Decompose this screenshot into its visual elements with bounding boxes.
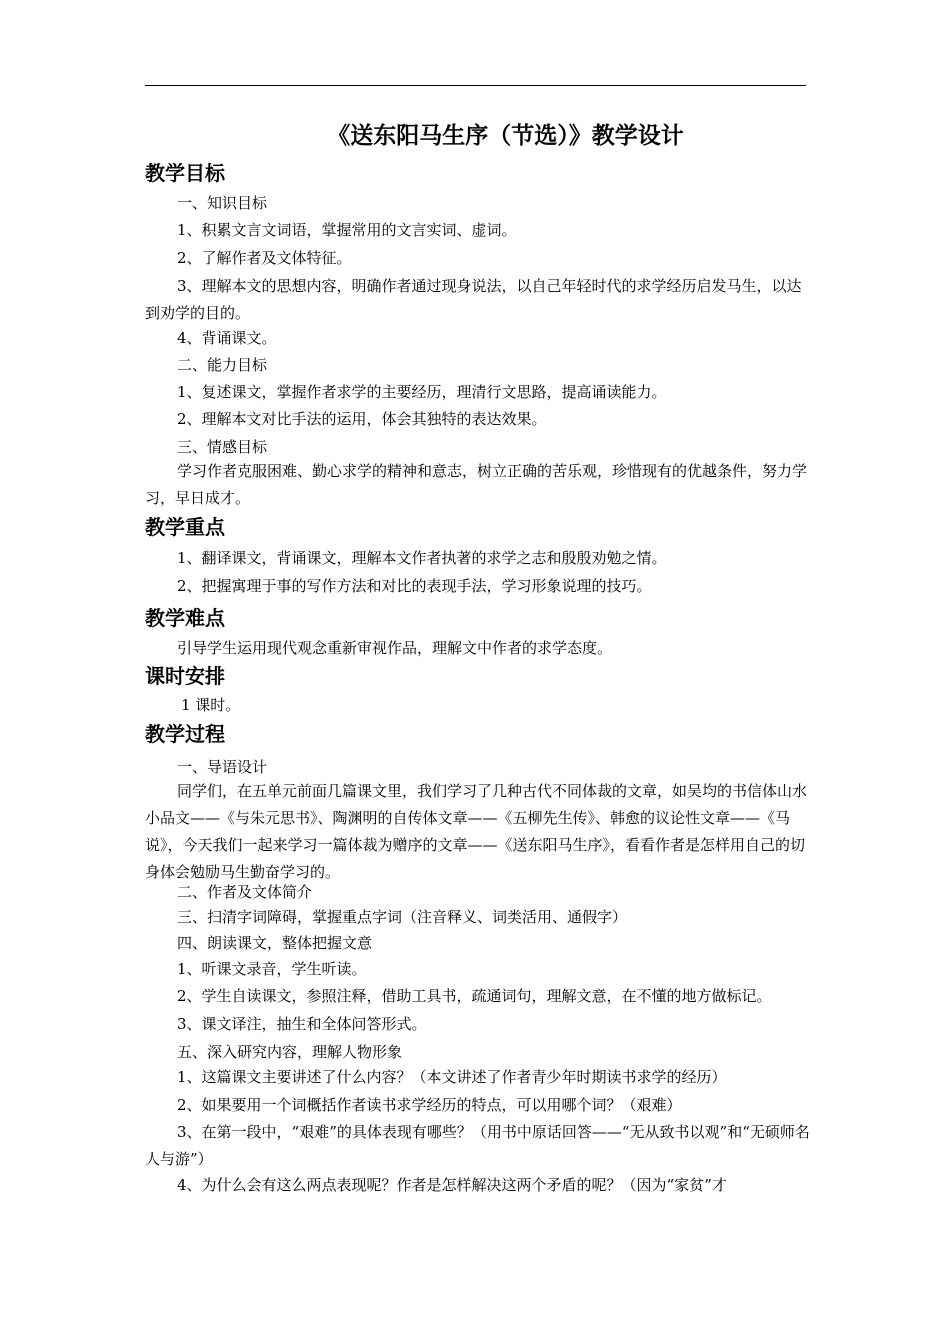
goals-line: 3、理解本文的思想内容，明确作者通过现身说法，以自己年轻时代的求学经历启发马生，以达到劝学的目的。 — [145, 277, 802, 322]
process-line: 1、这篇课文主要讲述了什么内容？（本文讲述了作者青少年时期读书求学的经历） — [177, 1068, 727, 1086]
goals-line: 1、复述课文，掌握作者求学的主要经历，理清行文思路，提高诵读能力。 — [177, 383, 667, 401]
heading-key-points: 教学重点 — [145, 515, 225, 539]
key-points-line: 2、把握寓理于事的写作方法和对比的表现手法，学习形象说理的技巧。 — [177, 577, 652, 595]
process-line: 三、扫清字词障碍，掌握重点字词（注音释义、词类活用、通假字） — [177, 908, 628, 926]
goals-line: 三、情感目标 — [177, 438, 268, 456]
schedule-line: 1 课时。 — [181, 696, 241, 714]
goals-line: 1、积累文言文词语，掌握常用的文言实词、虚词。 — [177, 221, 517, 239]
goals-line: 学习作者克服困难、勤心求学的精神和意志，树立正确的苦乐观，珍惜现有的优越条件，努力学习，早日成才。 — [145, 462, 808, 507]
process-line: 二、作者及文体简介 — [177, 883, 313, 901]
key-points-line: 1、翻译课文，背诵课文，理解本文作者执著的求学之志和殷殷劝勉之情。 — [177, 549, 667, 567]
process-line: 同学们，在五单元前面几篇课文里，我们学习了几种古代不同体裁的文章，如吴均的书信体山水小品文——《与朱元思书》、陶渊明的自传体文章——《五柳先生传》、韩愈的议论性文章——《马说》，今天我们一起来学习一篇体裁为赠序的文章——《送东阳马生序》，看看作者是怎样用自己的切身体会勉励马生勤奋学习的。 — [145, 782, 808, 881]
process-line: 五、深入研究内容，理解人物形象 — [177, 1043, 403, 1061]
heading-goals: 教学目标 — [145, 161, 225, 185]
header-rule — [145, 85, 806, 86]
heading-difficulties: 教学难点 — [145, 606, 225, 630]
process-line: 2、学生自读课文，参照注释，借助工具书，疏通词句，理解文意，在不懂的地方做标记。 — [177, 987, 772, 1005]
goals-line: 4、背诵课文。 — [177, 329, 277, 347]
process-line: 1、听课文录音，学生听读。 — [177, 960, 367, 978]
goals-line: 2、了解作者及文体特征。 — [177, 249, 352, 267]
process-line: 一、导语设计 — [177, 758, 268, 776]
process-line: 3、课文译注，抽生和全体问答形式。 — [177, 1015, 427, 1033]
process-line: 四、朗读课文，整体把握文意 — [177, 934, 373, 952]
goals-line: 一、知识目标 — [177, 194, 268, 212]
process-line: 4、为什么会有这么两点表现呢？作者是怎样解决这两个矛盾的呢？（因为“家贫”才 — [177, 1176, 727, 1194]
difficulties-line: 引导学生运用现代观念重新审视作品，理解文中作者的求学态度。 — [177, 639, 613, 657]
process-line: 3、在第一段中，“艰难”的具体表现有哪些？（用书中原话回答——“无从致书以观”和“无硕师名人与游”） — [145, 1123, 810, 1168]
process-line: 2、如果要用一个词概括作者读书求学经历的特点，可以用哪个词？（艰难） — [177, 1096, 682, 1114]
goals-line: 二、能力目标 — [177, 356, 268, 374]
heading-process: 教学过程 — [145, 722, 225, 746]
heading-schedule: 课时安排 — [145, 664, 225, 688]
document-title: 《送东阳马生序（节选）》教学设计 — [327, 122, 684, 149]
goals-line: 2、理解本文对比手法的运用，体会其独特的表达效果。 — [177, 410, 547, 428]
